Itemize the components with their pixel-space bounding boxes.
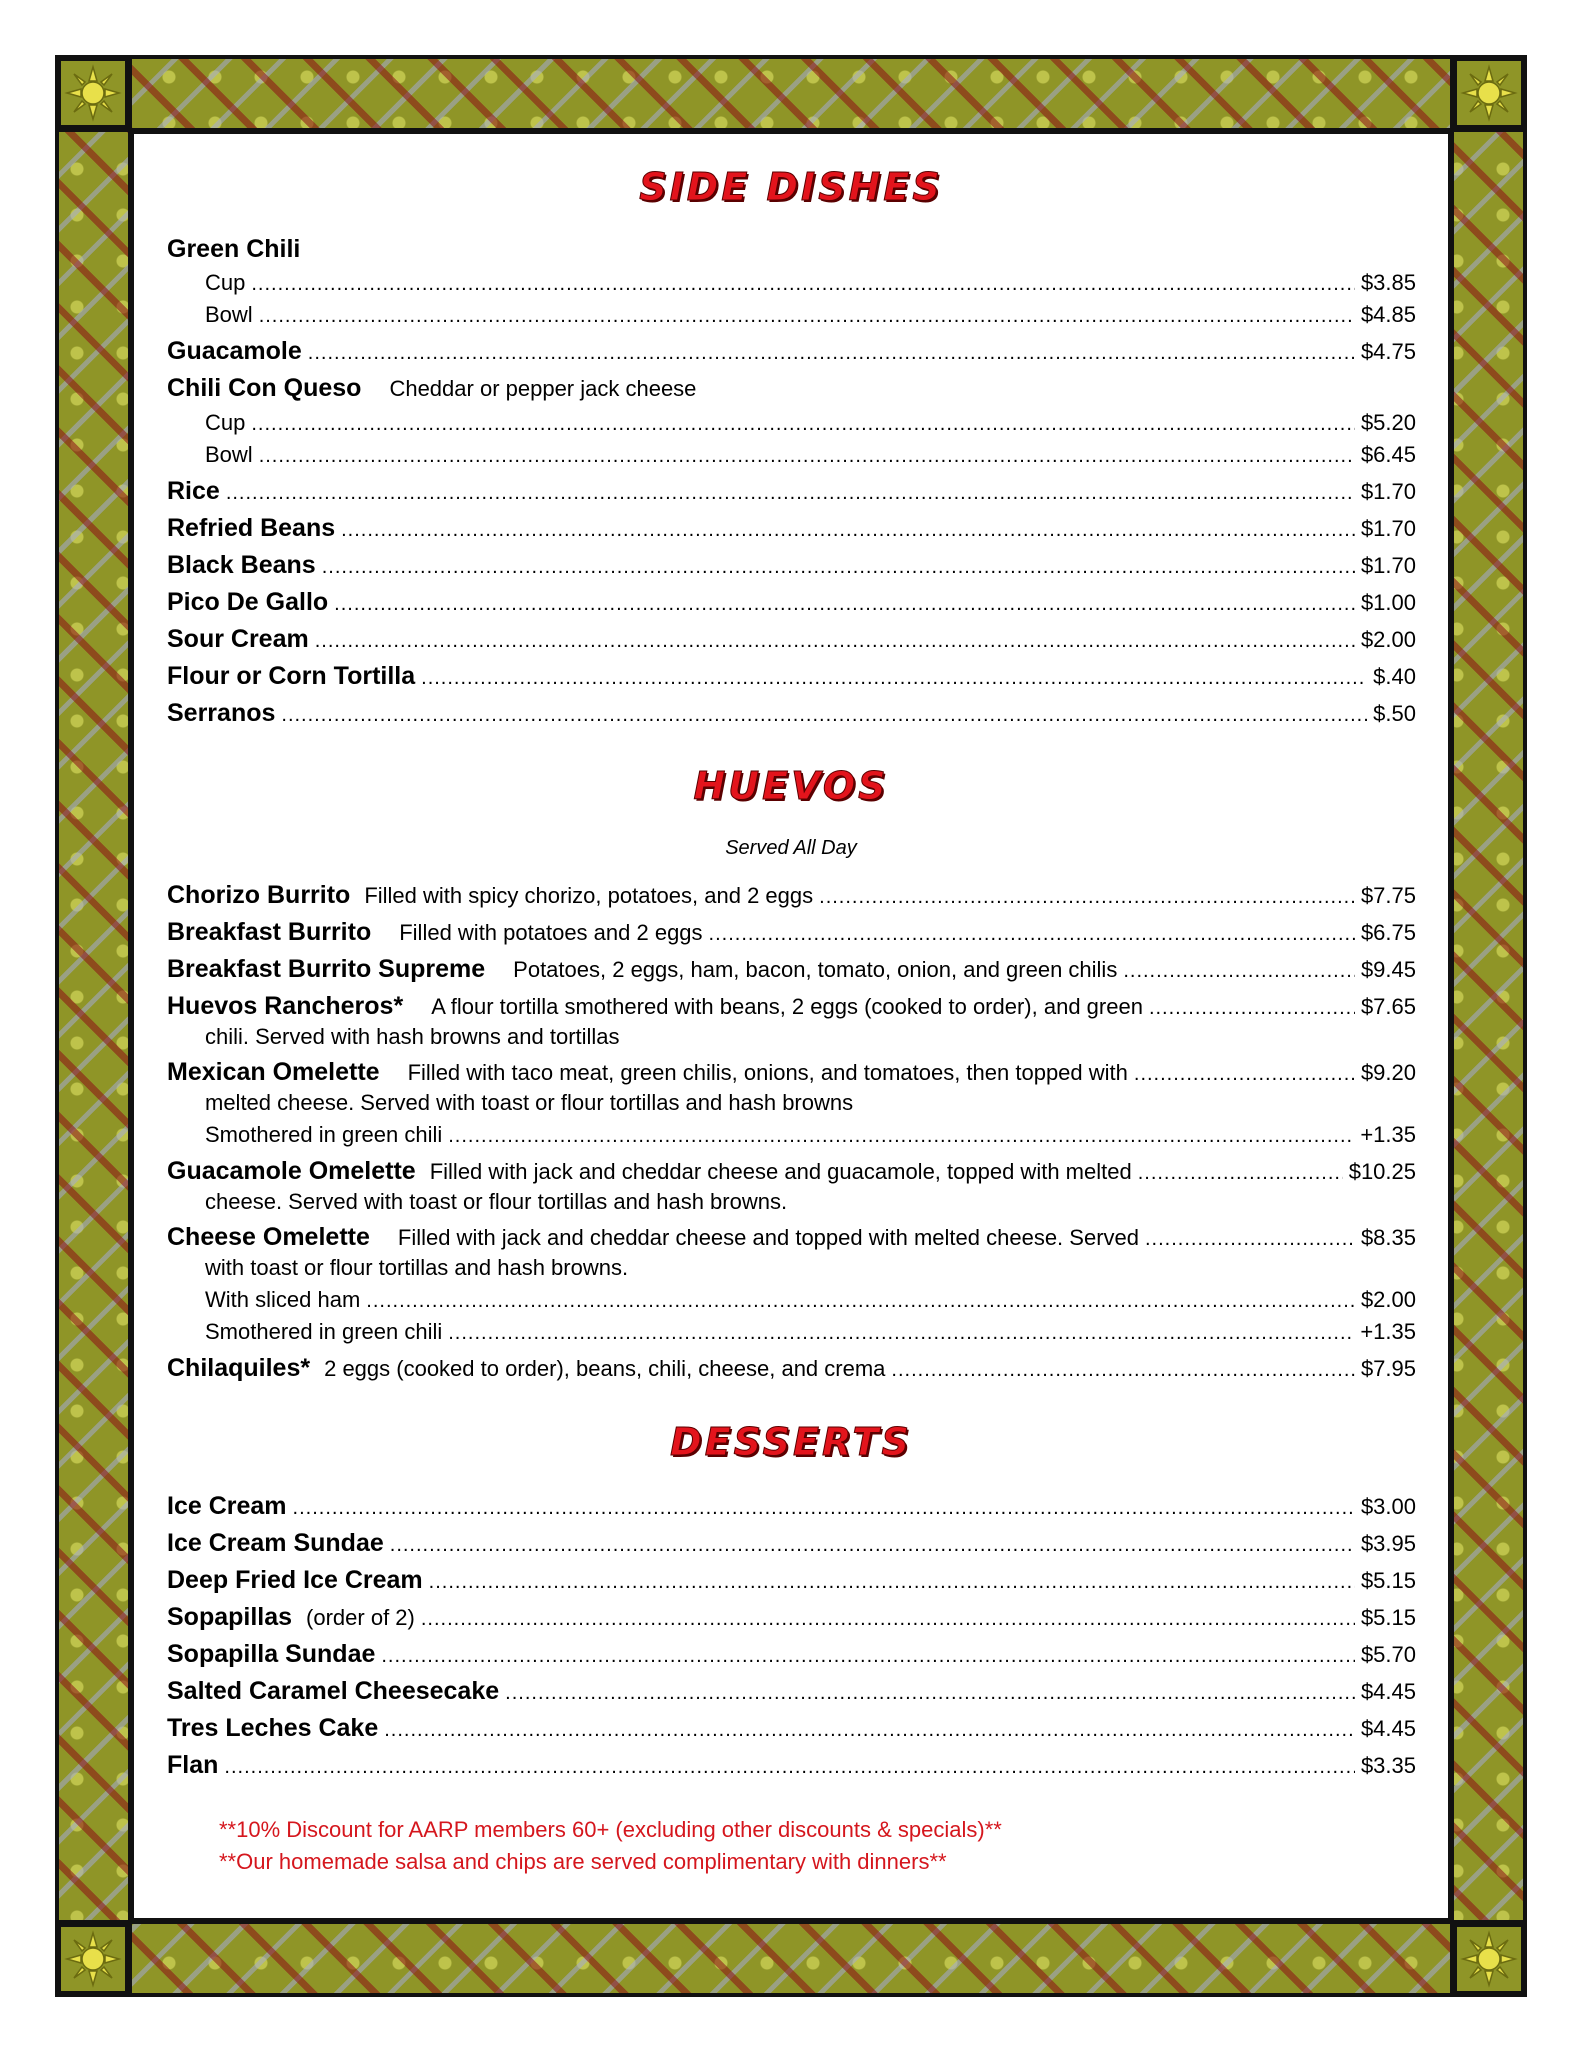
sun-icon [1454, 1924, 1524, 1994]
menu-item-sour-cream [167, 625, 1416, 655]
leader-dots [429, 1571, 1355, 1594]
menu-item-cup [205, 410, 1416, 440]
item-description: Filled with taco meat, green chilis, onions, and tomatoes, then topped with [407, 1060, 1128, 1085]
menu-item-sopapilla-sundae [167, 1640, 1416, 1670]
item-name: Cup [205, 410, 246, 435]
item-name: Flour or Corn Tortilla [167, 662, 416, 690]
item-price: $4.45 [1360, 1716, 1416, 1741]
item-price: $4.45 [1360, 1679, 1416, 1704]
section-title-side-dishes: SIDE DISHES [639, 165, 943, 209]
leader-dots [341, 519, 1355, 542]
item-name: Rice [167, 477, 220, 505]
leader-dots [281, 704, 1367, 727]
item-price: $5.70 [1360, 1642, 1416, 1667]
item-price: $4.85 [1360, 302, 1416, 327]
leader-dots [334, 593, 1355, 616]
menu-item-sopapillas [167, 1603, 1416, 1633]
menu-item-ice-cream-sundae [167, 1529, 1416, 1559]
item-price: $2.00 [1360, 627, 1416, 652]
menu-item-deep-fried-ice-cream [167, 1566, 1416, 1596]
leader-dots [259, 445, 1355, 468]
item-name: Sopapilla Sundae [167, 1640, 376, 1668]
item-description: 2 eggs (cooked to order), beans, chili, cheese, and crema [324, 1356, 886, 1381]
section-title-huevos: HUEVOS [693, 764, 889, 808]
item-price: $4.75 [1360, 339, 1416, 364]
menu-item-serranos [167, 699, 1416, 729]
menu-item-refried-beans [167, 514, 1416, 544]
item-name: Cheese Omelette [167, 1223, 370, 1251]
item-name: Cup [205, 270, 246, 295]
item-price: $6.45 [1360, 442, 1416, 467]
menu-item-chilaquiles [167, 1354, 1416, 1384]
item-name: Mexican Omelette [167, 1058, 380, 1086]
item-price: $5.15 [1360, 1605, 1416, 1630]
menu-item-pico-de-gallo [167, 588, 1416, 618]
item-price: $3.95 [1360, 1531, 1416, 1556]
item-price: $3.35 [1360, 1753, 1416, 1778]
item-price: $9.45 [1360, 957, 1416, 982]
leader-dots [505, 1682, 1355, 1705]
item-price: $3.00 [1360, 1494, 1416, 1519]
item-name: Green Chili [167, 235, 301, 263]
leader-dots [390, 1534, 1355, 1557]
item-name: Ice Cream [167, 1492, 287, 1520]
item-name: Smothered in green chili [205, 1122, 443, 1147]
item-description: Filled with potatoes and 2 eggs [399, 920, 703, 945]
item-name: Flan [167, 1751, 219, 1779]
menu-item-chorizo-burrito [167, 881, 1416, 911]
leader-dots [308, 342, 1355, 365]
item-price: $3.85 [1360, 270, 1416, 295]
leader-dots [1134, 1063, 1355, 1086]
menu-item-chili-con-queso [167, 374, 1416, 404]
item-price: $.50 [1373, 701, 1416, 726]
sun-icon [58, 58, 128, 128]
item-price: $10.25 [1348, 1159, 1416, 1184]
leader-dots [259, 305, 1355, 328]
item-name: Serranos [167, 699, 276, 727]
leader-dots [315, 630, 1355, 653]
item-description-continued: melted cheese. Served with toast or flour tortillas and hash browns [205, 1090, 854, 1115]
menu-item-guacamole-omelette [167, 1157, 1416, 1187]
item-name: Bowl [205, 302, 253, 327]
item-name: Huevos Rancheros* [167, 992, 404, 1020]
item-price: $5.15 [1360, 1568, 1416, 1593]
item-price: $7.65 [1360, 994, 1416, 1019]
discount-note: **10% Discount for AARP members 60+ (excluding other discounts & specials)** [219, 1817, 1002, 1842]
item-price: $1.70 [1360, 553, 1416, 578]
item-description: Filled with spicy chorizo, potatoes, and 2 eggs [364, 883, 814, 908]
item-price: $8.35 [1360, 1225, 1416, 1250]
item-name: Guacamole [167, 337, 302, 365]
item-description: Cheddar or pepper jack cheese [389, 376, 697, 401]
leader-dots [448, 1125, 1354, 1148]
leader-dots [421, 1608, 1355, 1631]
leader-dots [322, 556, 1355, 579]
item-description: Filled with jack and cheddar cheese and topped with melted cheese. Served [397, 1225, 1139, 1250]
item-price: $7.75 [1360, 883, 1416, 908]
menu-item-cheese-omelette [167, 1223, 1416, 1253]
item-name: Bowl [205, 442, 253, 467]
menu-item-option-sliced-ham [205, 1287, 1416, 1317]
menu-item-huevos-rancheros [167, 992, 1416, 1022]
menu-item-black-beans [167, 551, 1416, 581]
item-description-continued: cheese. Served with toast or flour tortillas and hash browns. [205, 1189, 788, 1214]
item-name: Chorizo Burrito [167, 881, 351, 909]
item-description: (order of 2) [306, 1605, 415, 1630]
leader-dots [384, 1719, 1355, 1742]
leader-dots [251, 413, 1355, 436]
item-name: Pico De Gallo [167, 588, 329, 616]
leader-dots [1138, 1162, 1343, 1185]
menu-item-tortilla [167, 662, 1416, 692]
item-name: Salted Caramel Cheesecake [167, 1677, 500, 1705]
leader-dots [226, 482, 1355, 505]
leader-dots [421, 667, 1367, 690]
item-description-continued: with toast or flour tortillas and hash browns. [205, 1255, 629, 1280]
item-price: $1.70 [1360, 516, 1416, 541]
item-name: Smothered in green chili [205, 1319, 443, 1344]
item-name: Guacamole Omelette [167, 1157, 416, 1185]
item-name: Chilaquiles* [167, 1354, 311, 1382]
item-name: Sour Cream [167, 625, 309, 653]
item-price: $.40 [1373, 664, 1416, 689]
item-name: With sliced ham [205, 1287, 361, 1312]
leader-dots [709, 923, 1355, 946]
item-price: $7.95 [1360, 1356, 1416, 1381]
salsa-note: **Our homemade salsa and chips are served complimentary with dinners** [219, 1849, 947, 1874]
item-name: Deep Fried Ice Cream [167, 1566, 423, 1594]
menu-item-cheesecake [167, 1677, 1416, 1707]
sun-icon [1454, 58, 1524, 128]
menu-item-ice-cream [167, 1492, 1416, 1522]
sun-icon [58, 1924, 128, 1994]
item-name: Breakfast Burrito Supreme [167, 955, 486, 983]
item-name: Sopapillas [167, 1603, 293, 1631]
item-price: +1.35 [1360, 1122, 1416, 1147]
leader-dots [448, 1322, 1354, 1345]
leader-dots [1149, 997, 1355, 1020]
item-name: Tres Leches Cake [167, 1714, 379, 1742]
item-price: $1.00 [1360, 590, 1416, 615]
leader-dots [1123, 960, 1355, 983]
menu-item-guacamole [167, 337, 1416, 367]
menu-item-rice [167, 477, 1416, 507]
menu-item-cup [205, 270, 1416, 300]
menu-item-mexican-omelette [167, 1058, 1416, 1088]
menu-item-breakfast-burrito [167, 918, 1416, 948]
item-price: $9.20 [1360, 1060, 1416, 1085]
item-description: Potatoes, 2 eggs, ham, bacon, tomato, onion, and green chilis [513, 957, 1118, 982]
menu-item-tres-leches-cake [167, 1714, 1416, 1744]
item-name: Chili Con Queso [167, 374, 362, 402]
menu-item-green-chili [167, 235, 1416, 265]
item-price: +1.35 [1360, 1319, 1416, 1344]
item-price: $2.00 [1360, 1287, 1416, 1312]
item-price: $5.20 [1360, 410, 1416, 435]
menu-item-breakfast-burrito-supreme [167, 955, 1416, 985]
leader-dots [293, 1497, 1355, 1520]
leader-dots [891, 1359, 1355, 1382]
leader-dots [251, 273, 1355, 296]
item-name: Ice Cream Sundae [167, 1529, 384, 1557]
menu-item-option-smothered [205, 1319, 1416, 1349]
menu-item-flan [167, 1751, 1416, 1781]
leader-dots [819, 886, 1355, 909]
item-price: $6.75 [1360, 920, 1416, 945]
item-description: A flour tortilla smothered with beans, 2 eggs (cooked to order), and green [431, 994, 1143, 1019]
item-description: Filled with jack and cheddar cheese and guacamole, topped with melted [429, 1159, 1132, 1184]
leader-dots [381, 1645, 1355, 1668]
leader-dots [224, 1756, 1355, 1779]
item-name: Refried Beans [167, 514, 336, 542]
item-name: Breakfast Burrito [167, 918, 372, 946]
leader-dots [366, 1290, 1355, 1313]
menu-item-bowl [205, 302, 1416, 332]
item-price: $1.70 [1360, 479, 1416, 504]
menu-item-bowl [205, 442, 1416, 472]
leader-dots [1145, 1228, 1355, 1251]
section-title-desserts: DESSERTS [670, 1420, 912, 1464]
section-subtitle: Served All Day [725, 837, 857, 859]
item-name: Black Beans [167, 551, 316, 579]
item-description-continued: chili. Served with hash browns and tortillas [205, 1024, 620, 1049]
menu-item-option-smothered [205, 1122, 1416, 1152]
